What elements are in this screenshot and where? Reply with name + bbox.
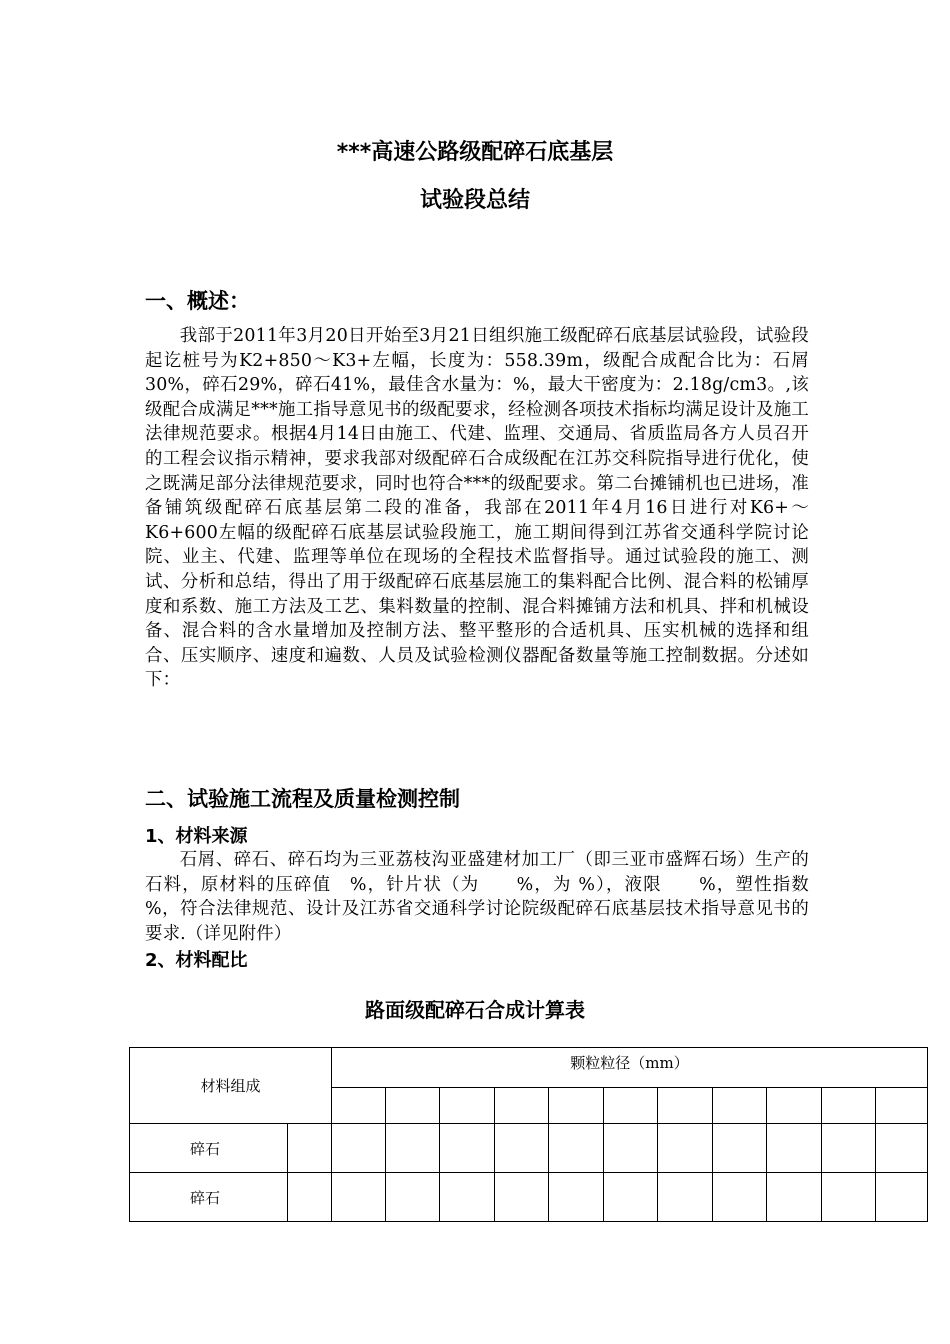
data-cell	[658, 1173, 713, 1222]
data-cell	[767, 1173, 822, 1222]
sieve-cell	[495, 1088, 549, 1124]
sieve-cell	[549, 1088, 604, 1124]
subsection-heading-material-source: 1、材料来源	[145, 826, 248, 847]
data-cell	[495, 1173, 549, 1222]
sieve-cell	[440, 1088, 495, 1124]
data-cell	[822, 1124, 876, 1173]
data-cell	[440, 1124, 495, 1173]
header-material-composition: 材料组成	[130, 1048, 332, 1124]
sieve-cell	[332, 1088, 386, 1124]
header-particle-size: 颗粒粒径（mm）	[332, 1048, 928, 1088]
data-cell	[767, 1124, 822, 1173]
sieve-cell	[876, 1088, 928, 1124]
data-cell	[332, 1173, 386, 1222]
table-header-row	[130, 1048, 928, 1088]
data-cell	[332, 1124, 386, 1173]
data-cell	[822, 1173, 876, 1222]
sieve-cell	[713, 1088, 767, 1124]
section-heading-process: 二、试验施工流程及质量检测控制	[145, 787, 460, 811]
data-cell	[604, 1124, 658, 1173]
sieve-cell	[604, 1088, 658, 1124]
row-ratio-cell	[288, 1124, 332, 1173]
sieve-cell	[822, 1088, 876, 1124]
data-cell	[549, 1173, 604, 1222]
gradation-calc-table	[129, 1047, 928, 1222]
data-cell	[876, 1173, 928, 1222]
sieve-cell	[767, 1088, 822, 1124]
row-ratio-cell	[288, 1173, 332, 1222]
table-title: 路面级配碎石合成计算表	[365, 998, 585, 1022]
table-row	[130, 1173, 928, 1222]
row-material-label: 碎石	[130, 1124, 288, 1173]
data-cell	[658, 1124, 713, 1173]
overview-paragraph: 我部于2011年3月20日开始至3月21日组织施工级配碎石底基层试验段，试验段起讫桩号为K2+850～K3+左幅，长度为：558.39m，级配合成配合比为：石屑30%，碎石29%，碎石41%，最佳含水量为：%，最大干密度为：2.18g/cm3。,该级配合成满足***施工指导意见书的级配要求，经检测各项技术指标均满足设计及施工法律规范要求。根据4月14日由施工、代建、监理、交通局、省质监局各方人员召开的工程会议指示精神，要求我部对级配碎石合成级配在江苏交科院指导进行优化，使之既满足部分法律规范要求，同时也符合***的级配要求。第二台摊铺机也已进场，准备铺筑级配碎石底基层第二段的准备，我部在2011年4月16日进行对K6+～K6+600左幅的级配碎石底基层试验段施工，施工期间得到江苏省交通科学院讨论院、业主、代建、监理等单位在现场的全程技术监督指导。通过试验段的施工、测试、分析和总结，得出了用于级配碎石底基层施工的集料配合比例、混合料的松铺厚度和系数、施工方法及工艺、集料数量的控制、混合料摊铺方法和机具、拌和机械设备、混合料的含水量增加及控制方法、整平整形的合适机具、压实机械的选择和组合、压实顺序、速度和遍数、人员及试验检测仪器配备数量等施工控制数据。分述如下：	[145, 326, 809, 691]
table-row	[130, 1124, 928, 1173]
section-heading-overview: 一、概述：	[145, 289, 250, 313]
data-cell	[713, 1173, 767, 1222]
document-title: ***高速公路级配碎石底基层	[336, 140, 614, 165]
data-cell	[604, 1173, 658, 1222]
row-material-label: 碎石	[130, 1173, 288, 1222]
sieve-cell	[386, 1088, 440, 1124]
data-cell	[713, 1124, 767, 1173]
data-cell	[549, 1124, 604, 1173]
subsection-heading-mix-ratio: 2、材料配比	[145, 950, 248, 971]
document-subtitle: 试验段总结	[419, 188, 530, 213]
material-source-paragraph: 石屑、碎石、碎石均为三亚荔枝沟亚盛建材加工厂（即三亚市盛辉石场）生产的石料，原材料的压碎值 %，针片状（为 %，为 %），液限 %，塑性指数 %，符合法律规范、设计及江苏省交通科学讨论院级配碎石底基层技术指导意见书的要求.（详见附件）	[145, 850, 827, 944]
sieve-cell	[658, 1088, 713, 1124]
data-cell	[495, 1124, 549, 1173]
data-cell	[386, 1124, 440, 1173]
data-cell	[440, 1173, 495, 1222]
data-cell	[386, 1173, 440, 1222]
data-cell	[876, 1124, 928, 1173]
